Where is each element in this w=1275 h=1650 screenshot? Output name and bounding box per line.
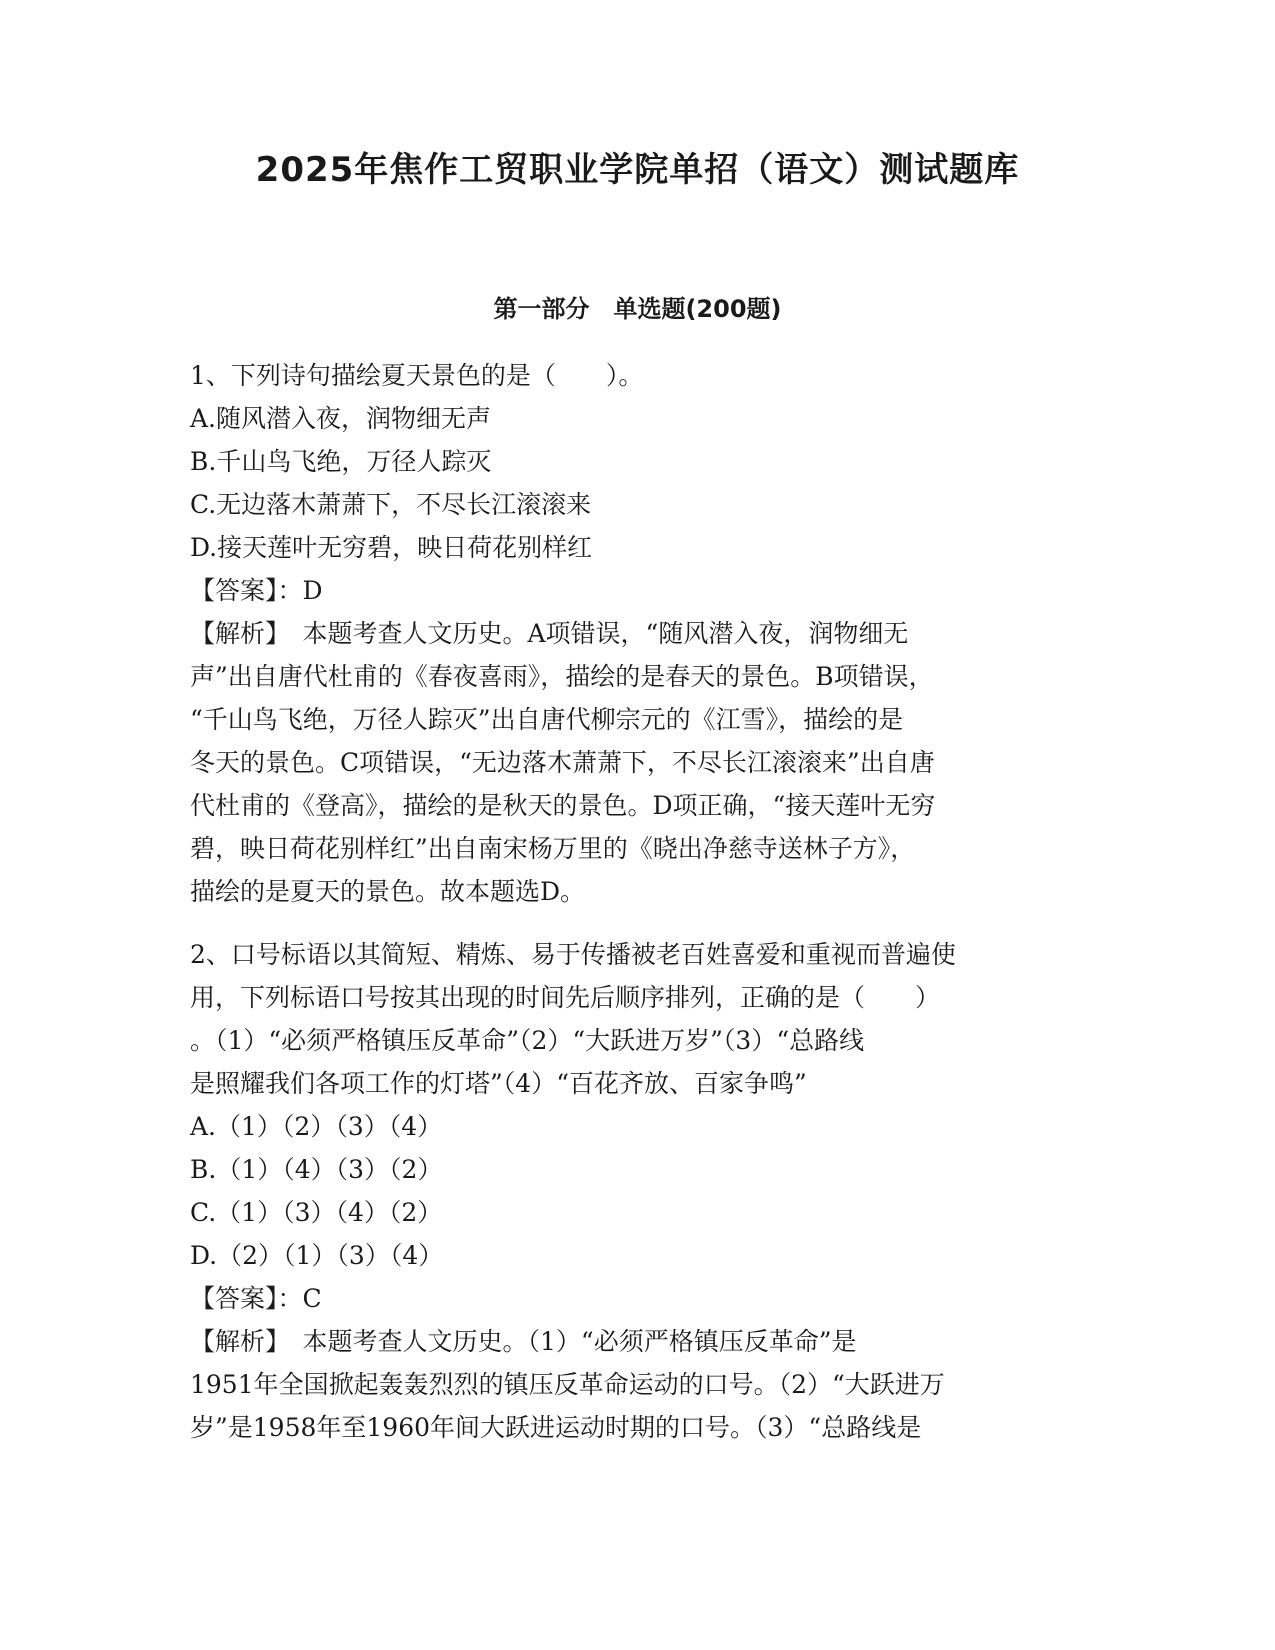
analysis-line: 代杜甫的《登高》，描绘的是秋天的景色。D项正确，“接天莲叶无穷 [190, 791, 936, 820]
question-1-stem: 1、下列诗句描绘夏天景色的是（ ）。 [190, 361, 644, 390]
stem-line: 是照耀我们各项工作的灯塔”（4）“百花齐放、百家争鸣” [190, 1069, 807, 1098]
analysis-line: 冬天的景色。C项错误，“无边落木萧萧下，不尽长江滚滚来”出自唐 [190, 748, 935, 777]
analysis-line: 【解析】 本题考查人文历史。（1）“必须严格镇压反革命”是 [190, 1327, 857, 1356]
analysis-line: “千山鸟飞绝，万径人踪灭”出自唐代柳宗元的《江雪》，描绘的是 [190, 705, 904, 734]
question-1-option-b: B.千山鸟飞绝，万径人踪灭 [190, 447, 492, 476]
analysis-line: 【解析】 本题考查人文历史。A项错误，“随风潜入夜，润物细无 [190, 619, 909, 648]
question-2-option-d: D.（2）（1）（3）（4） [190, 1241, 444, 1270]
question-1-option-a: A.随风潜入夜，润物细无声 [190, 404, 492, 433]
question-divider [190, 913, 1080, 933]
question-2-option-a: A.（1）（2）（3）（4） [190, 1112, 443, 1141]
question-list [190, 354, 1080, 1449]
question-1-option-d: D.接天莲叶无穷碧，映日荷花别样红 [190, 533, 593, 562]
stem-line: 2、口号标语以其简短、精炼、易于传播被老百姓喜爱和重视而普遍使 [190, 940, 956, 969]
question-2-option-b: B.（1）（4）（3）（2） [190, 1155, 443, 1184]
question-2-stem [190, 933, 1080, 1105]
question-1-analysis [190, 612, 1080, 913]
stem-line: 。（1）“必须严格镇压反革命”（2）“大跃进万岁”（3）“总路线 [190, 1026, 865, 1055]
analysis-line: 声”出自唐代杜甫的《春夜喜雨》，描绘的是春天的景色。B项错误， [190, 662, 934, 691]
question-2-answer: 【答案】：C [190, 1284, 322, 1313]
question-1-option-c: C.无边落木萧萧下，不尽长江滚滚来 [190, 490, 592, 519]
question-2-option-c: C.（1）（3）（4）（2） [190, 1198, 443, 1227]
section-heading: 第一部分 单选题(200题) [493, 295, 782, 323]
analysis-line: 描绘的是夏天的景色。故本题选D。 [190, 877, 586, 906]
stem-line: 用，下列标语口号按其出现的时间先后顺序排列，正确的是（ ） [190, 983, 941, 1012]
question-2-analysis [190, 1320, 1080, 1449]
document-title: 2025年焦作工贸职业学院单招（语文）测试题库 [255, 150, 1020, 190]
question-1-answer: 【答案】：D [190, 576, 323, 605]
question-1 [190, 354, 1080, 913]
analysis-line: 碧，映日荷花别样红”出自南宋杨万里的《晓出净慈寺送林子方》， [190, 834, 916, 863]
question-2 [190, 933, 1080, 1449]
analysis-line: 1951年全国掀起轰轰烈烈的镇压反革命运动的口号。（2）“大跃进万 [190, 1370, 945, 1399]
analysis-line: 岁”是1958年至1960年间大跃进运动时期的口号。（3）“总路线是 [190, 1413, 922, 1442]
